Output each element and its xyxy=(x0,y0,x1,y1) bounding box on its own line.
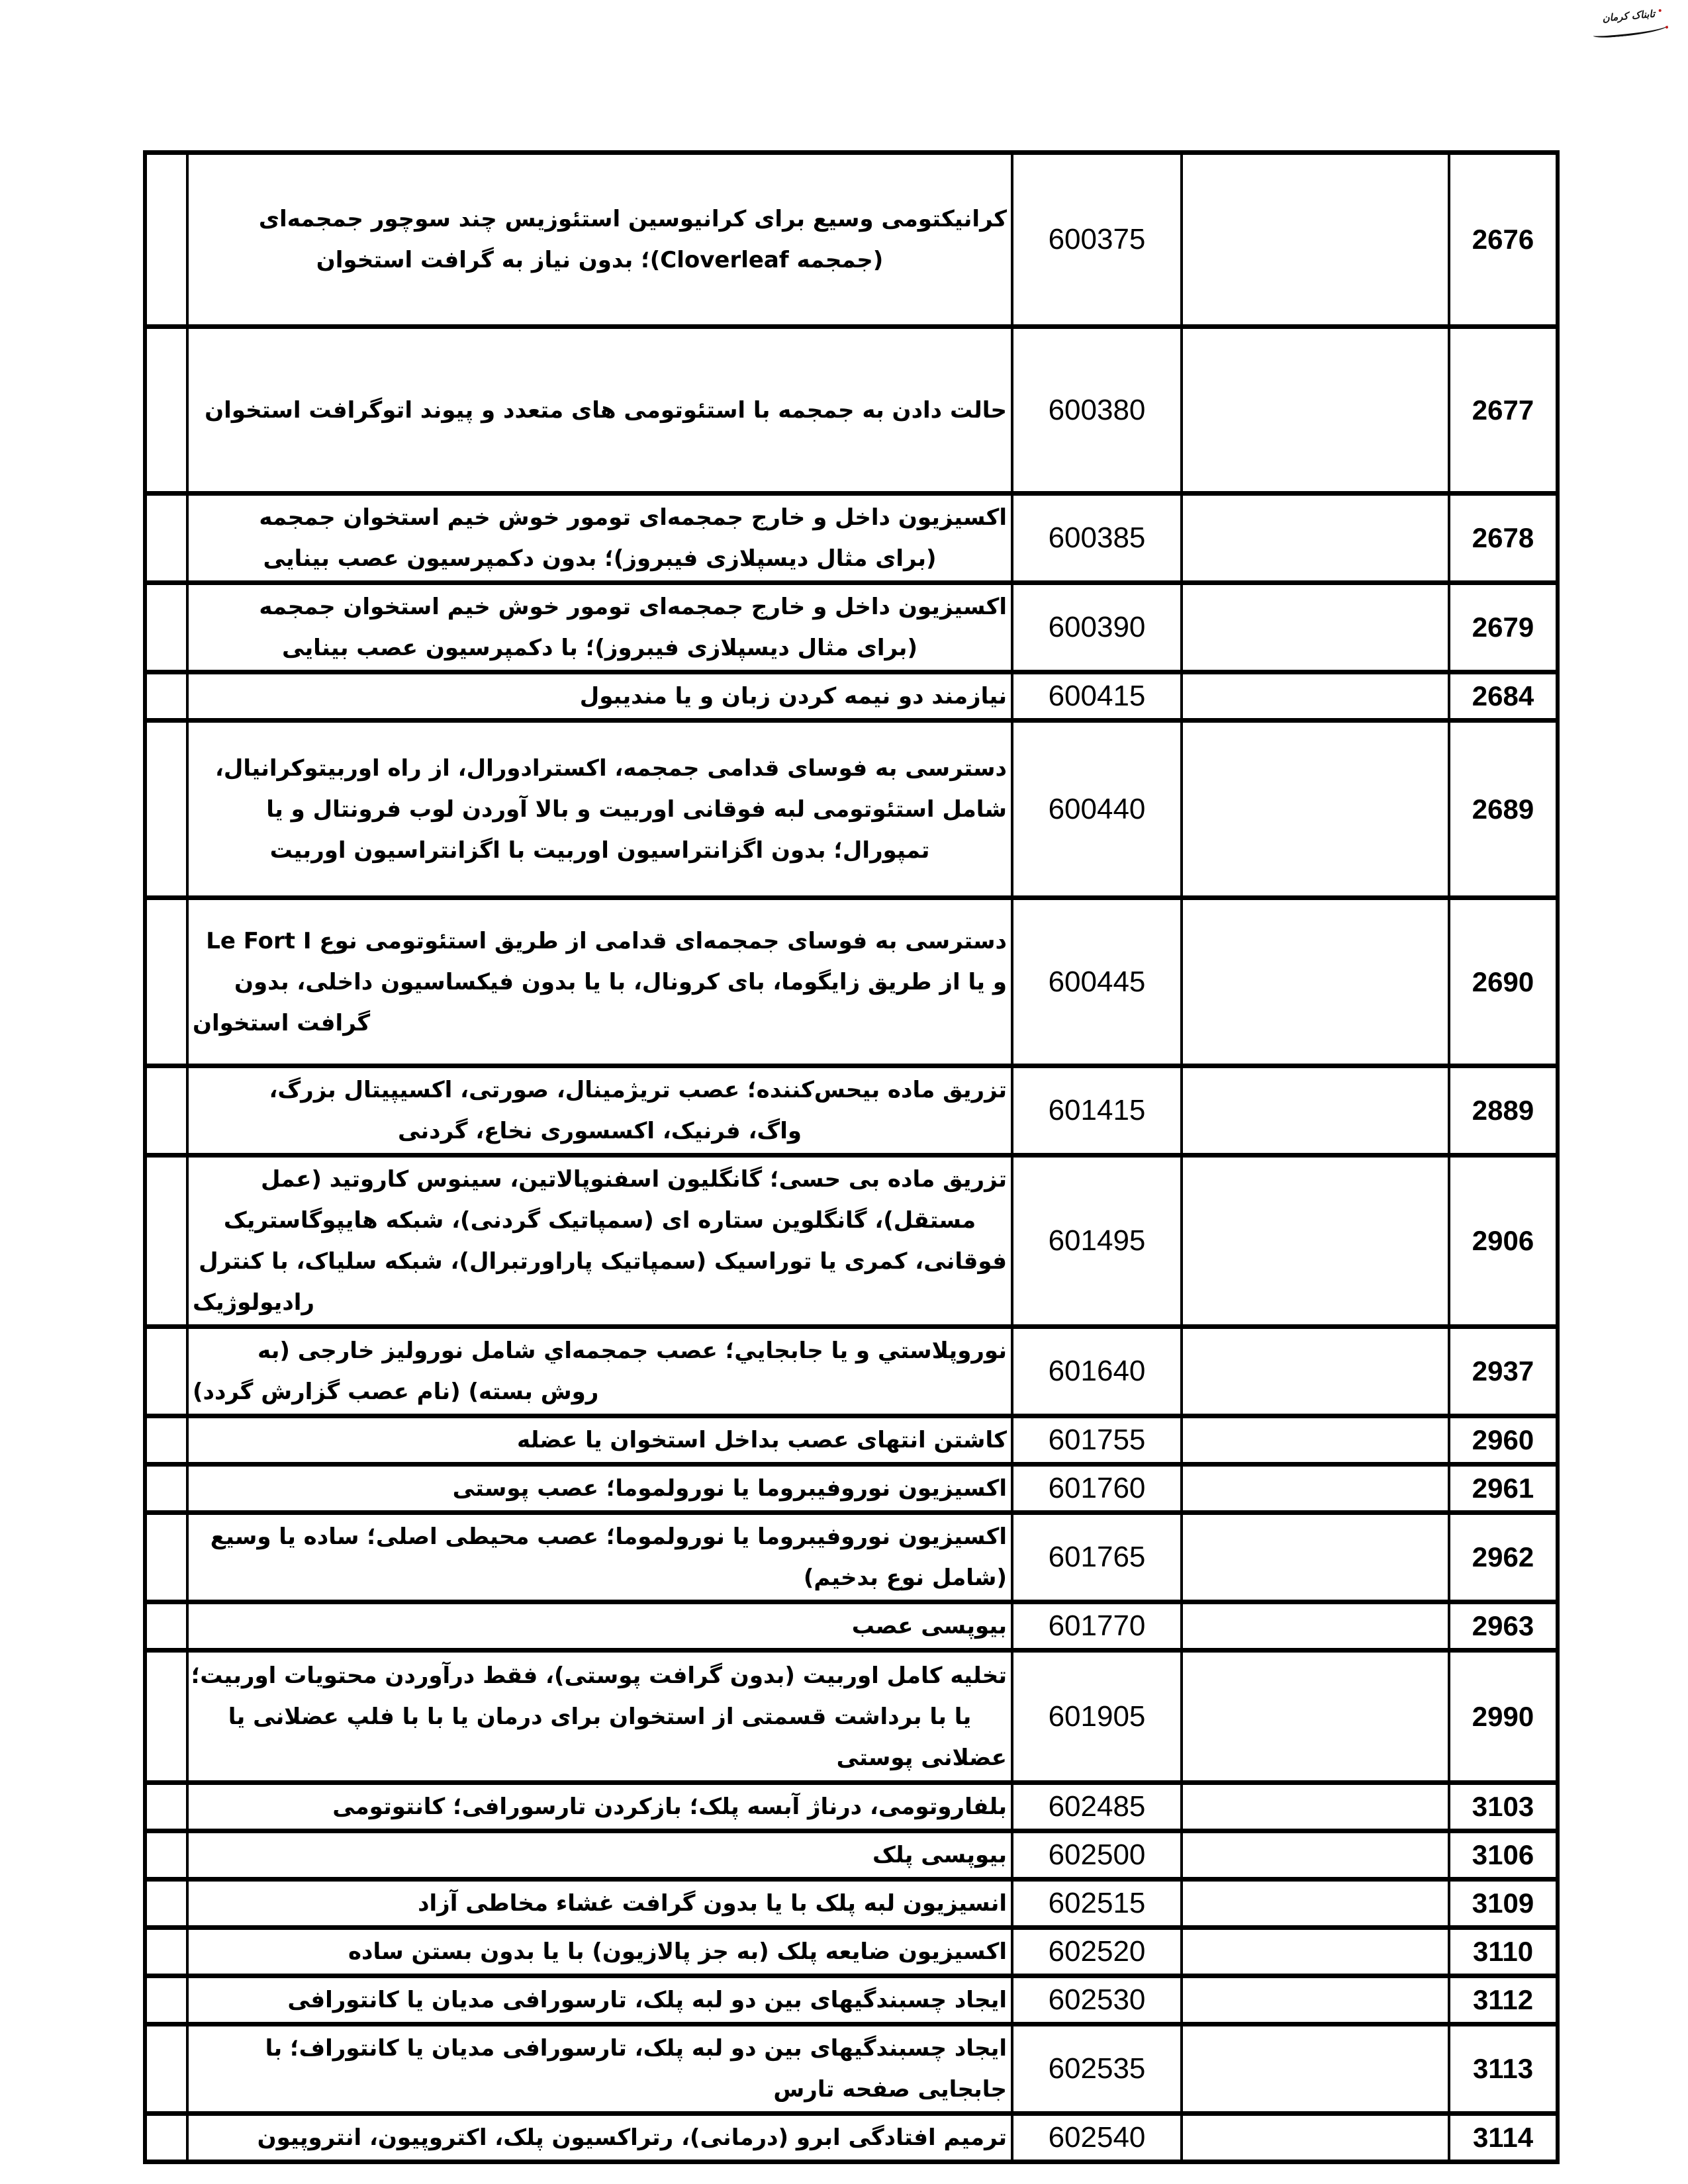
procedure-description-cell xyxy=(187,1651,1012,1783)
row-number-cell: 2677 xyxy=(1449,327,1558,494)
procedure-code-cell: 600440 xyxy=(1012,721,1182,898)
empty-edge-cell xyxy=(145,583,187,672)
empty-cell xyxy=(1182,2114,1449,2162)
description-line: مستقل)، گانگلوین ستاره ای (سمپاتیک گردنی)، شبکه هایپوگاستریک xyxy=(223,1207,976,1234)
description-line: حالت دادن به جمجمه با استئوتومی های متعدد و پیوند اتوگرافت استخوان xyxy=(205,396,1007,424)
procedure-code-cell: 601770 xyxy=(1012,1602,1182,1651)
table-row xyxy=(145,2114,1558,2162)
description-line: کاشتن انتهای عصب بداخل استخوان یا عضله xyxy=(517,1427,1007,1453)
procedure-code-cell: 600385 xyxy=(1012,494,1182,583)
procedure-description-cell xyxy=(187,1465,1012,1513)
row-number-cell: 2678 xyxy=(1449,494,1558,583)
table-row xyxy=(145,1327,1558,1416)
procedure-description-cell xyxy=(187,1831,1012,1880)
procedure-description-cell xyxy=(187,1928,1012,1976)
empty-edge-cell xyxy=(145,2025,187,2114)
description-line: انسیزیون لبه پلک با یا بدون گرافت غشاء مخاطی آزاد xyxy=(418,1890,1007,1917)
description-line: (شامل نوع بدخیم) xyxy=(803,1565,1007,1591)
empty-cell xyxy=(1182,327,1449,494)
empty-cell xyxy=(1182,898,1449,1066)
description-line: نیازمند دو نیمه کردن زبان و یا مندیبول xyxy=(579,683,1007,709)
empty-cell xyxy=(1182,1880,1449,1928)
procedure-description-cell xyxy=(187,2025,1012,2114)
row-number-cell: 2676 xyxy=(1449,153,1558,327)
row-number-cell: 2690 xyxy=(1449,898,1558,1066)
empty-edge-cell xyxy=(145,1880,187,1928)
table-row xyxy=(145,1602,1558,1651)
table-row xyxy=(145,1416,1558,1465)
procedure-code-cell: 601760 xyxy=(1012,1465,1182,1513)
empty-edge-cell xyxy=(145,1513,187,1602)
table-row xyxy=(145,1928,1558,1976)
empty-cell xyxy=(1182,1416,1449,1465)
procedure-description-cell xyxy=(187,2114,1012,2162)
empty-cell xyxy=(1182,1066,1449,1156)
empty-cell xyxy=(1182,494,1449,583)
table-row xyxy=(145,1783,1558,1831)
procedure-description-cell xyxy=(187,1066,1012,1156)
description-line: دسترسی به فوسای قدامی جمجمه، اکسترادورال، از راه اوربیتوکرانیال، xyxy=(215,754,1007,782)
row-number-cell: 3110 xyxy=(1449,1928,1558,1976)
tabnak-kerman-logo xyxy=(1589,6,1671,52)
procedure-code-cell: 600445 xyxy=(1012,898,1182,1066)
procedure-description-cell xyxy=(187,898,1012,1066)
procedure-code-cell: 601755 xyxy=(1012,1416,1182,1465)
description-line: یا با برداشت قسمتی از استخوان برای درمان یا با با فلپ عضلانی یا xyxy=(228,1703,972,1730)
row-number-cell: 3113 xyxy=(1449,2025,1558,2114)
procedure-code-cell: 602535 xyxy=(1012,2025,1182,2114)
description-line: تخلیه کامل اوربیت (بدون گرافت پوستی)، فقط درآوردن محتویات اوربیت؛ xyxy=(191,1662,1007,1689)
empty-edge-cell xyxy=(145,327,187,494)
procedure-code-cell: 600415 xyxy=(1012,672,1182,721)
description-line: گرافت استخوان xyxy=(193,1009,371,1036)
row-number-cell: 3103 xyxy=(1449,1783,1558,1831)
empty-edge-cell xyxy=(145,153,187,327)
row-number-cell: 2889 xyxy=(1449,1066,1558,1156)
procedure-description-cell xyxy=(187,1416,1012,1465)
table-row xyxy=(145,153,1558,327)
description-line: کرانیکتومی وسیع برای کرانیوسین استئوزیس چند سوچور جمجمه‌ای xyxy=(258,206,1007,232)
table-row xyxy=(145,494,1558,583)
tabnak-kerman-logo-text: تابناک کرمان xyxy=(1601,7,1656,24)
procedure-code-cell: 600390 xyxy=(1012,583,1182,672)
description-line: تزریق ماده بی حسی؛ گانگلیون اسفنوپالاتین، سینوس کاروتید (عمل xyxy=(261,1166,1007,1193)
empty-cell xyxy=(1182,1831,1449,1880)
row-number-cell: 2937 xyxy=(1449,1327,1558,1416)
row-number-cell: 2961 xyxy=(1449,1465,1558,1513)
description-line: ترمیم افتادگی ابرو (درمانی)، رتراکسیون پلک، اکتروپیون، انتروپیون xyxy=(257,2124,1007,2151)
table-row xyxy=(145,1066,1558,1156)
row-number-cell: 2689 xyxy=(1449,721,1558,898)
procedure-code-cell: 602540 xyxy=(1012,2114,1182,2162)
empty-cell xyxy=(1182,2025,1449,2114)
row-number-cell: 3112 xyxy=(1449,1976,1558,2025)
row-number-cell: 3106 xyxy=(1449,1831,1558,1880)
table-row xyxy=(145,1831,1558,1880)
description-line: ایجاد چسبندگیهای بین دو لبه پلک، تارسورافی مدیان یا کانتورافی xyxy=(287,1987,1007,2013)
logo-swoosh-decoration xyxy=(1593,22,1669,39)
empty-edge-cell xyxy=(145,1156,187,1327)
empty-edge-cell xyxy=(145,1465,187,1513)
procedure-description-cell xyxy=(187,721,1012,898)
row-number-cell: 2962 xyxy=(1449,1513,1558,1602)
empty-edge-cell xyxy=(145,1831,187,1880)
row-number-cell: 2679 xyxy=(1449,583,1558,672)
description-line: روش بسته) (نام عصب گزارش گردد) xyxy=(193,1379,599,1405)
table-row xyxy=(145,721,1558,898)
description-line: و یا از طریق زایگوما، بای کرونال، با یا بدون فیکساسیون داخلی، بدون xyxy=(234,968,1007,995)
table-row xyxy=(145,1976,1558,2025)
empty-edge-cell xyxy=(145,2114,187,2162)
table-row xyxy=(145,898,1558,1066)
description-line: عضلانی پوستی xyxy=(836,1744,1007,1771)
description-line: بلفاروتومی، درناژ آبسه پلک؛ بازکردن تارسورافی؛ کانتوتومی xyxy=(332,1794,1007,1820)
procedure-description-cell xyxy=(187,153,1012,327)
description-line: اکسیزیون نوروفیبروما یا نورولموما؛ عصب پوستی xyxy=(452,1475,1007,1502)
empty-edge-cell xyxy=(145,1066,187,1156)
empty-cell xyxy=(1182,1651,1449,1783)
table-row xyxy=(145,583,1558,672)
procedure-description-cell xyxy=(187,672,1012,721)
description-line: دسترسی به فوسای جمجمه‌ای قدامی از طریق استئوتومی نوع Le Fort I xyxy=(206,927,1007,954)
procedure-code-cell: 602515 xyxy=(1012,1880,1182,1928)
description-line: اکسیزیون داخل و خارج جمجمه‌ای تومور خوش خیم استخوان جمجمه xyxy=(259,594,1007,620)
row-number-cell: 2684 xyxy=(1449,672,1558,721)
procedure-code-cell: 601495 xyxy=(1012,1156,1182,1327)
procedure-description-cell xyxy=(187,1156,1012,1327)
procedure-description-cell xyxy=(187,1327,1012,1416)
procedure-code-cell: 602520 xyxy=(1012,1928,1182,1976)
table-row xyxy=(145,327,1558,494)
procedure-description-cell xyxy=(187,1513,1012,1602)
empty-edge-cell xyxy=(145,898,187,1066)
empty-cell xyxy=(1182,153,1449,327)
empty-edge-cell xyxy=(145,1783,187,1831)
empty-edge-cell xyxy=(145,1602,187,1651)
table-row xyxy=(145,672,1558,721)
empty-cell xyxy=(1182,1327,1449,1416)
description-line: واگ، فرنیک، اکسسوری نخاع، گردنی xyxy=(397,1118,802,1144)
description-line: رادیولوژیک xyxy=(193,1289,314,1316)
procedure-description-cell xyxy=(187,494,1012,583)
description-line: شامل استئوتومی لبه فوقانی اوربیت و بالا آوردن لوب فرونتال و یا xyxy=(266,796,1007,823)
procedure-description-cell xyxy=(187,327,1012,494)
description-line: (برای مثال دیسپلازی فیبروز)؛ با دکمپرسیون عصب بینایی xyxy=(282,635,917,661)
description-line: اکسیزیون داخل و خارج جمجمه‌ای تومور خوش خیم استخوان جمجمه xyxy=(259,504,1007,531)
description-line: فوقانی، کمری یا توراسیک (سمپاتیک پاراورتبرال)، شبکه سلیاک، با کنترل xyxy=(199,1248,1007,1275)
empty-edge-cell xyxy=(145,672,187,721)
procedure-code-cell: 600375 xyxy=(1012,153,1182,327)
empty-cell xyxy=(1182,1465,1449,1513)
row-number-cell: 2963 xyxy=(1449,1602,1558,1651)
description-line: جابجایی صفحه تارس xyxy=(773,2076,1007,2103)
empty-cell xyxy=(1182,1783,1449,1831)
row-number-cell: 3109 xyxy=(1449,1880,1558,1928)
row-number-cell: 3114 xyxy=(1449,2114,1558,2162)
table-row xyxy=(145,2025,1558,2114)
description-line: نوروپلاستي و یا جابجايي؛ عصب جمجمه‌اي شامل نورولیز خارجی (به xyxy=(258,1338,1007,1364)
procedure-code-cell: 602500 xyxy=(1012,1831,1182,1880)
table-row xyxy=(145,1156,1558,1327)
procedure-description-cell xyxy=(187,1880,1012,1928)
procedures-table-body xyxy=(145,153,1558,2162)
row-number-cell: 2990 xyxy=(1449,1651,1558,1783)
procedure-code-cell: 602530 xyxy=(1012,1976,1182,2025)
description-line: (برای مثال دیسپلازی فیبروز)؛ بدون دکمپرسیون عصب بینایی xyxy=(263,545,937,572)
empty-cell xyxy=(1182,1602,1449,1651)
empty-edge-cell xyxy=(145,721,187,898)
description-line: اکسیزیون ضایعه پلک (به جز پالازیون) با یا بدون بستن ساده xyxy=(348,1938,1007,1965)
procedure-code-cell: 600380 xyxy=(1012,327,1182,494)
table-row xyxy=(145,1513,1558,1602)
logo-red-dot xyxy=(1665,26,1668,28)
empty-edge-cell xyxy=(145,1416,187,1465)
description-line: بیوپسی پلک xyxy=(872,1842,1007,1868)
empty-cell xyxy=(1182,672,1449,721)
empty-edge-cell xyxy=(145,1928,187,1976)
empty-cell xyxy=(1182,583,1449,672)
empty-cell xyxy=(1182,1513,1449,1602)
description-line: تمپورال؛ بدون اگزانتراسیون اوربیت با اگزانتراسیون اوربیت xyxy=(269,837,930,864)
table-row xyxy=(145,1465,1558,1513)
procedure-code-cell: 601640 xyxy=(1012,1327,1182,1416)
table-row xyxy=(145,1651,1558,1783)
procedure-code-cell: 601415 xyxy=(1012,1066,1182,1156)
empty-cell xyxy=(1182,721,1449,898)
empty-edge-cell xyxy=(145,1651,187,1783)
empty-cell xyxy=(1182,1928,1449,1976)
procedures-table xyxy=(143,150,1560,2164)
empty-cell xyxy=(1182,1976,1449,2025)
procedure-code-cell: 601765 xyxy=(1012,1513,1182,1602)
empty-edge-cell xyxy=(145,1976,187,2025)
row-number-cell: 2960 xyxy=(1449,1416,1558,1465)
description-line: (جمجمه Cloverleaf)؛ بدون نیاز به گرافت استخوان xyxy=(316,247,884,273)
procedure-code-cell: 601905 xyxy=(1012,1651,1182,1783)
description-line: اکسیزیون نوروفیبروما یا نورولموما؛ عصب محیطی اصلی؛ ساده یا وسیع xyxy=(210,1524,1007,1550)
empty-edge-cell xyxy=(145,1327,187,1416)
row-number-cell: 2906 xyxy=(1449,1156,1558,1327)
procedure-description-cell xyxy=(187,1602,1012,1651)
procedure-code-cell: 602485 xyxy=(1012,1783,1182,1831)
procedure-description-cell xyxy=(187,1976,1012,2025)
description-line: تزریق ماده بیحس‌کننده؛ عصب تریژمینال، صورتی، اکسیپیتال بزرگ، xyxy=(269,1077,1007,1103)
procedure-description-cell xyxy=(187,583,1012,672)
empty-edge-cell xyxy=(145,494,187,583)
description-line: بیوپسی عصب xyxy=(851,1613,1007,1639)
empty-cell xyxy=(1182,1156,1449,1327)
logo-red-dot xyxy=(1659,9,1662,12)
procedure-description-cell xyxy=(187,1783,1012,1831)
description-line: ایجاد چسبندگیهای بین دو لبه پلک، تارسورافی مدیان یا کانتوراف؛ با xyxy=(265,2035,1007,2062)
table-row xyxy=(145,1880,1558,1928)
